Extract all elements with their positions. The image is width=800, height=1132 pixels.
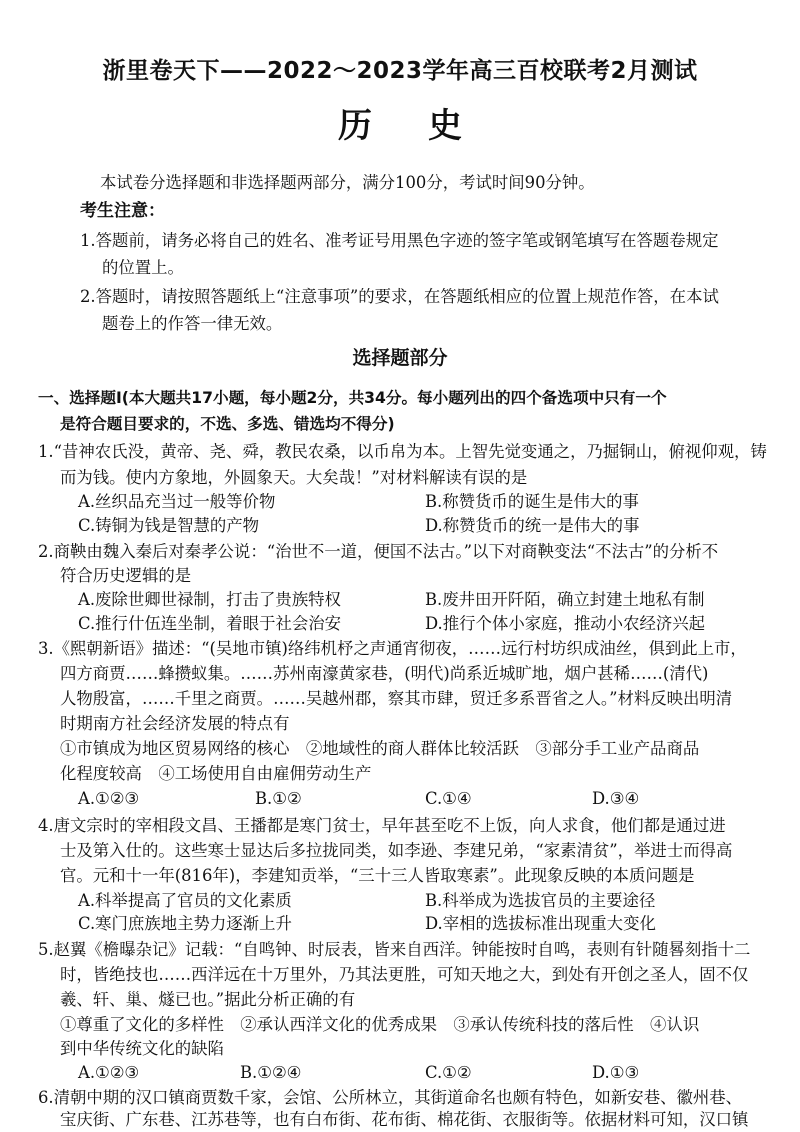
question-5-option-a: A.①②③ xyxy=(78,1063,140,1082)
question-4-option-c: C.寒门庶族地主势力逐渐上升 xyxy=(78,914,292,933)
question-3-option-c: C.①④ xyxy=(425,789,472,808)
question-5-option-c: C.①② xyxy=(425,1063,472,1082)
question-5-statements-cont: 到中华传统文化的缺陷 xyxy=(60,1039,224,1058)
notice-item-2-cont: 题卷上的作答一律无效。 xyxy=(102,314,283,333)
question-4-stem-cont-1: 士及第入仕的。这些寒士显达后多拉拢同类，如李逊、李建兄弟，“家素清贫”，举进士而得高 xyxy=(60,841,733,860)
question-6-stem: 6.清朝中期的汉口镇商贾数千家，会馆、公所林立，其街道命名也颇有特色，如新安巷、徽州巷、 xyxy=(38,1088,743,1107)
question-2-option-c: C.推行什伍连坐制，着眼于社会治安 xyxy=(78,614,342,633)
subject-title: 历史 xyxy=(338,106,518,146)
question-3-stem: 3.《熙朝新语》描述：“(吴地市镇)络纬机杼之声通宵彻夜，……远行村坊织成油丝，俱到此上市， xyxy=(38,639,747,658)
question-6-stem-cont: 宝庆街、广东巷、江苏巷等，也有白布街、花布街、棉花街、衣服街等。依据材料可知，汉口镇 xyxy=(60,1110,749,1129)
question-3-stem-cont-1: 四方商贾……蜂攒蚁集。……苏州南濠黄家巷，(明代)尚系近城旷地，烟户甚稀……(清代) xyxy=(60,664,709,683)
question-3-stem-cont-2: 人物殷富，……千里之商贾。……吴越州郡，察其市肆，贸迁多系晋省之人。”材料反映出明清 xyxy=(60,689,733,708)
question-2-stem: 2.商鞅由魏入秦后对秦孝公说：“治世不一道，便国不法古。”以下对商鞅变法“不法古”的分析不 xyxy=(38,542,719,561)
question-4-option-a: A.科举提高了官员的文化素质 xyxy=(78,891,292,910)
question-5-option-b: B.①②④ xyxy=(240,1063,302,1082)
question-3-stem-cont-3: 时期南方社会经济发展的特点有 xyxy=(60,714,290,733)
question-2-option-a: A.废除世卿世禄制，打击了贵族特权 xyxy=(78,590,341,609)
question-3-option-a: A.①②③ xyxy=(78,789,140,808)
question-5-option-d: D.①③ xyxy=(592,1063,640,1082)
notice-item-1-cont: 的位置上。 xyxy=(102,258,184,277)
notice-item-2: 2.答题时，请按照答题纸上“注意事项”的要求，在答题纸相应的位置上规范作答，在本试 xyxy=(80,287,719,306)
question-5-stem-cont-2: 羲、轩、巢、燧已也。”据此分析正确的有 xyxy=(60,990,356,1009)
part-instructions: 一、选择题Ⅰ(本大题共17小题，每小题2分，共34分。每小题列出的四个备选项中只有一个 xyxy=(38,389,667,407)
question-4-option-b: B.科举成为选拔官员的主要途径 xyxy=(425,891,656,910)
notice-item-1: 1.答题前，请务必将自己的姓名、准考证号用黑色字迹的签字笔或钢笔填写在答题卷规定 xyxy=(80,231,719,250)
question-2-option-d: D.推行个体小家庭，推动小农经济兴起 xyxy=(425,614,706,633)
question-3-statements: ①市镇成为地区贸易网络的核心 ②地域性的商人群体比较活跃 ③部分手工业产品商品 xyxy=(60,739,700,758)
question-4-stem-cont-2: 官。元和十一年(816年)，李建知贡举，“三十三人皆取寒素”。此现象反映的本质问题是 xyxy=(60,866,695,885)
question-3-option-b: B.①② xyxy=(255,789,302,808)
question-1-option-d: D.称赞货币的统一是伟大的事 xyxy=(425,516,640,535)
part-instructions-cont: 是符合题目要求的，不选、多选、错选均不得分) xyxy=(60,415,395,433)
question-1-option-c: C.铸铜为钱是智慧的产物 xyxy=(78,516,260,535)
question-5-stem-cont-1: 时，皆绝技也……西洋远在十万里外，乃其法更胜，可知天地之大，到处有开创之圣人，固不仅 xyxy=(60,965,749,984)
section-title: 选择题部分 xyxy=(352,347,448,369)
question-2-stem-cont: 符合历史逻辑的是 xyxy=(60,566,192,585)
question-1-option-b: B.称赞货币的诞生是伟大的事 xyxy=(425,492,639,511)
notice-heading: 考生注意： xyxy=(80,201,165,221)
question-1-option-a: A.丝织品充当过一般等价物 xyxy=(78,492,276,511)
question-3-option-d: D.③④ xyxy=(592,789,640,808)
question-1-stem: 1.“昔神农氏没，黄帝、尧、舜，教民农桑，以币帛为本。上智先觉变通之，乃掘铜山，俯视仰观，铸 xyxy=(38,442,767,461)
question-4-stem: 4.唐文宗时的宰相段文昌、王播都是寒门贫士，早年甚至吃不上饭，向人求食，他们都是通过进 xyxy=(38,816,726,835)
question-2-option-b: B.废井田开阡陌，确立封建土地私有制 xyxy=(425,590,705,609)
question-1-stem-cont: 而为钱。使内方象地，外圆象天。大矣哉！”对材料解读有误的是 xyxy=(60,468,528,487)
intro-text: 本试卷分选择题和非选择题两部分，满分100分，考试时间90分钟。 xyxy=(100,173,595,192)
exam-title: 浙里卷天下——2022～2023学年高三百校联考2月测试 xyxy=(102,58,698,84)
question-5-stem: 5.赵翼《檐曝杂记》记载：“自鸣钟、时辰表，皆来自西洋。钟能按时自鸣，表则有针随晷刻指十二 xyxy=(38,940,751,959)
question-3-statements-cont: 化程度较高 ④工场使用自由雇佣劳动生产 xyxy=(60,764,372,783)
question-5-statements: ①尊重了文化的多样性 ②承认西洋文化的优秀成果 ③承认传统科技的落后性 ④认识 xyxy=(60,1015,700,1034)
question-4-option-d: D.宰相的选拔标准出现重大变化 xyxy=(425,914,656,933)
